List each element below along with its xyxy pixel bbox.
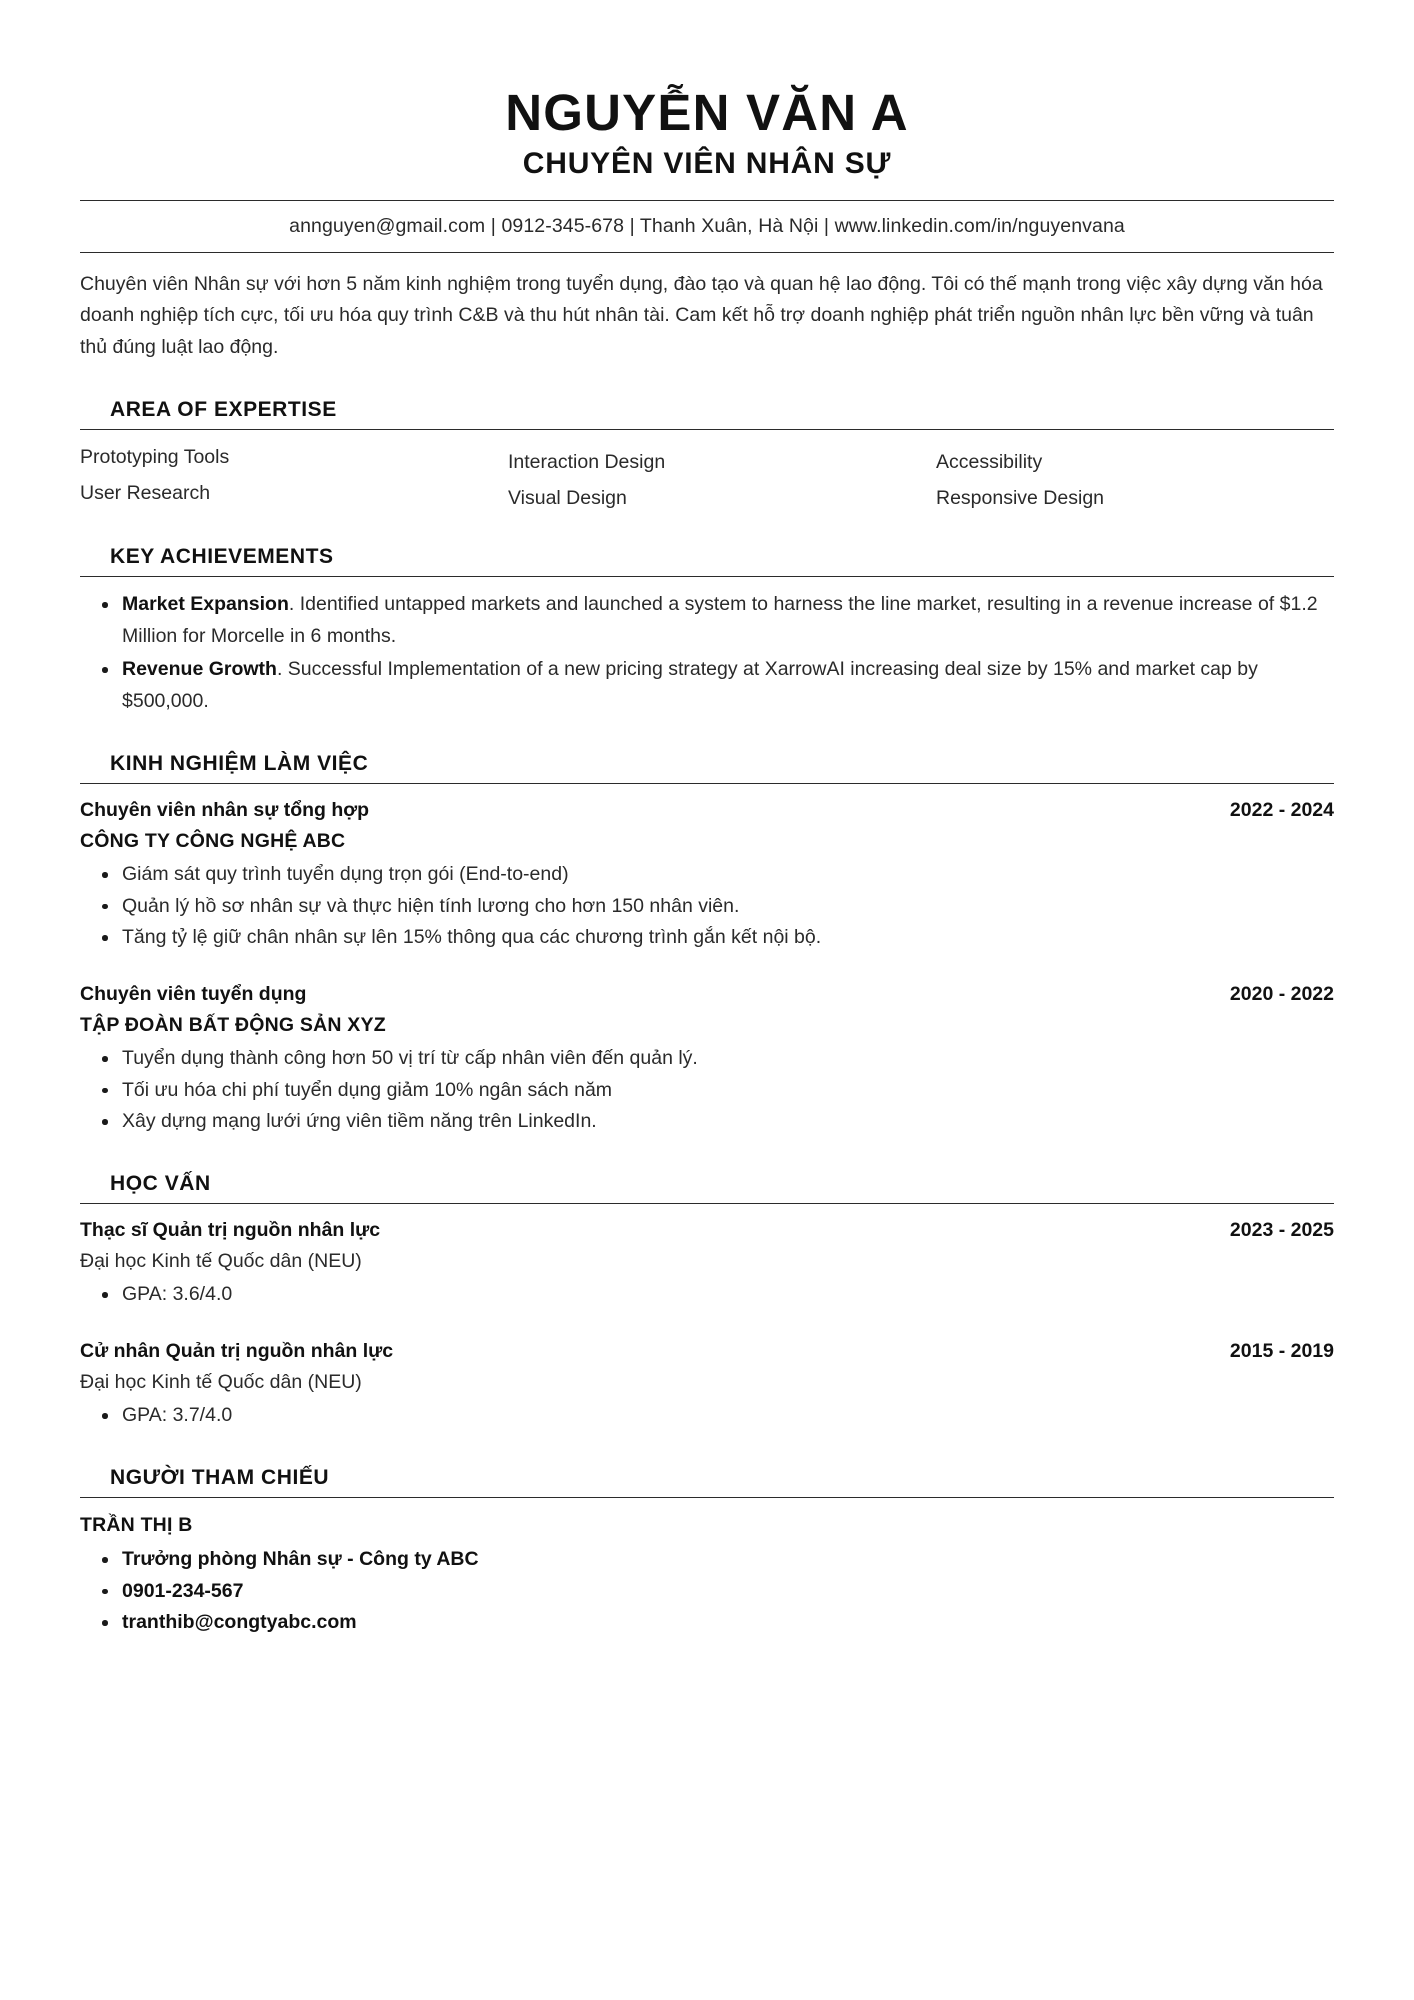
- achievement-text: . Identified untapped markets and launched a system to harness the line market, resulting in a revenue increase of $1.2 Million for Morcelle in 6 months.: [122, 593, 1318, 647]
- education-bullet-list: [80, 1279, 1334, 1311]
- education-bullet: GPA: 3.6/4.0: [80, 1279, 1334, 1311]
- candidate-job-title: CHUYÊN VIÊN NHÂN SỰ: [522, 147, 892, 181]
- experience-company: TẬP ĐOÀN BẤT ĐỘNG SẢN XYZ: [80, 1013, 386, 1036]
- education-bullet-list: [80, 1400, 1334, 1432]
- section-key-achievements: [80, 545, 1334, 717]
- section-title-references: NGƯỜI THAM CHIẾU: [110, 1466, 330, 1490]
- education-bullet: GPA: 3.7/4.0: [80, 1400, 1334, 1432]
- header-bottom-divider: [80, 252, 1334, 253]
- experience-entry: [80, 796, 1334, 954]
- experience-bullet-list: [80, 1043, 1334, 1138]
- section-area-of-expertise: [80, 398, 1334, 512]
- education-entry: [80, 1216, 1334, 1311]
- experience-entry-header: [80, 980, 1334, 1009]
- experience-job-title: Chuyên viên tuyển dụng: [80, 982, 307, 1005]
- education-degree: Thạc sĩ Quản trị nguồn nhân lực: [80, 1218, 381, 1241]
- expertise-item: Responsive Design: [936, 486, 1105, 509]
- section-references: [80, 1466, 1334, 1639]
- section-divider-achievements: [80, 576, 1334, 577]
- experience-entry-header: [80, 796, 1334, 825]
- experience-date-range: 2020 - 2022: [1229, 982, 1334, 1005]
- section-title-achievements: KEY ACHIEVEMENTS: [110, 545, 334, 569]
- education-date-range: 2023 - 2025: [1229, 1218, 1334, 1241]
- experience-bullet-list: [80, 859, 1334, 954]
- achievement-lead: Revenue Growth: [122, 658, 277, 681]
- resume-header: [80, 84, 1334, 253]
- reference-phone: 0901-234-567: [80, 1576, 1334, 1608]
- experience-date-range: 2022 - 2024: [1229, 798, 1334, 821]
- achievement-text: . Successful Implementation of a new pricing strategy at XarrowAI increasing deal size by 15% and market cap by $500,000.: [122, 658, 1258, 712]
- education-school: Đại học Kinh tế Quốc dân (NEU): [80, 1250, 362, 1273]
- expertise-column-2: [508, 444, 906, 512]
- reference-person-name: TRẦN THỊ B: [80, 1514, 193, 1537]
- section-divider-education: [80, 1203, 1334, 1204]
- experience-bullet: Xây dựng mạng lưới ứng viên tiềm năng trên LinkedIn.: [80, 1106, 1334, 1138]
- education-date-range: 2015 - 2019: [1229, 1339, 1334, 1362]
- reference-position: Trưởng phòng Nhân sự - Công ty ABC: [80, 1544, 1334, 1576]
- experience-bullet: Tuyển dụng thành công hơn 50 vị trí từ cấp nhân viên đến quản lý.: [80, 1043, 1334, 1075]
- expertise-item: Prototyping Tools: [80, 445, 230, 468]
- contact-line: annguyen@gmail.com | 0912-345-678 | Thanh Xuân, Hà Nội | www.linkedin.com/in/nguyenvana: [289, 214, 1125, 237]
- expertise-item: Accessibility: [936, 450, 1043, 473]
- achievement-item: [80, 589, 1334, 652]
- experience-company: CÔNG TY CÔNG NGHỆ ABC: [80, 829, 346, 852]
- education-entry: [80, 1337, 1334, 1432]
- education-entry-header: [80, 1216, 1334, 1245]
- expertise-item: Interaction Design: [508, 450, 666, 473]
- expertise-item: Visual Design: [508, 486, 627, 509]
- section-title-education: HỌC VẤN: [110, 1171, 211, 1195]
- experience-entry: [80, 980, 1334, 1138]
- education-entry-header: [80, 1337, 1334, 1366]
- section-divider-references: [80, 1497, 1334, 1498]
- expertise-item: User Research: [80, 481, 211, 504]
- expertise-grid: [80, 444, 1334, 512]
- expertise-column-1: [80, 444, 478, 512]
- section-title-expertise: AREA OF EXPERTISE: [110, 397, 337, 421]
- experience-bullet: Tối ưu hóa chi phí tuyển dụng giảm 10% ngân sách năm: [80, 1075, 1334, 1107]
- experience-bullet: Tăng tỷ lệ giữ chân nhân sự lên 15% thông qua các chương trình gắn kết nội bộ.: [80, 922, 1334, 954]
- reference-email: tranthib@congtyabc.com: [80, 1607, 1334, 1639]
- section-divider-experience: [80, 783, 1334, 784]
- experience-bullet: Quản lý hồ sơ nhân sự và thực hiện tính lương cho hơn 150 nhân viên.: [80, 891, 1334, 923]
- professional-summary: Chuyên viên Nhân sự với hơn 5 năm kinh nghiệm trong tuyển dụng, đào tạo và quan hệ lao động. Tôi có thế mạnh trong việc xây dựng văn hóa doanh nghiệp tích cực, tối ưu hóa quy trình C&B và thu hút nhân tài. Cam kết hỗ trợ doanh nghiệp phát triển nguồn nhân lực bền vững và tuân thủ đúng luật lao động.: [80, 272, 1323, 359]
- reference-detail-list: [80, 1544, 1334, 1639]
- achievements-list: [80, 589, 1334, 717]
- section-title-experience: KINH NGHIỆM LÀM VIỆC: [110, 751, 369, 775]
- expertise-column-3: [936, 444, 1334, 512]
- achievement-lead: Market Expansion: [122, 593, 289, 616]
- achievement-item: [80, 654, 1334, 717]
- experience-bullet: Giám sát quy trình tuyển dụng trọn gói (End-to-end): [80, 859, 1334, 891]
- section-work-experience: [80, 752, 1334, 1138]
- section-education: [80, 1172, 1334, 1432]
- candidate-name: NGUYỄN VĂN A: [505, 84, 909, 141]
- education-school: Đại học Kinh tế Quốc dân (NEU): [80, 1371, 362, 1394]
- section-divider-expertise: [80, 429, 1334, 430]
- experience-job-title: Chuyên viên nhân sự tổng hợp: [80, 798, 370, 821]
- education-degree: Cử nhân Quản trị nguồn nhân lực: [80, 1339, 394, 1362]
